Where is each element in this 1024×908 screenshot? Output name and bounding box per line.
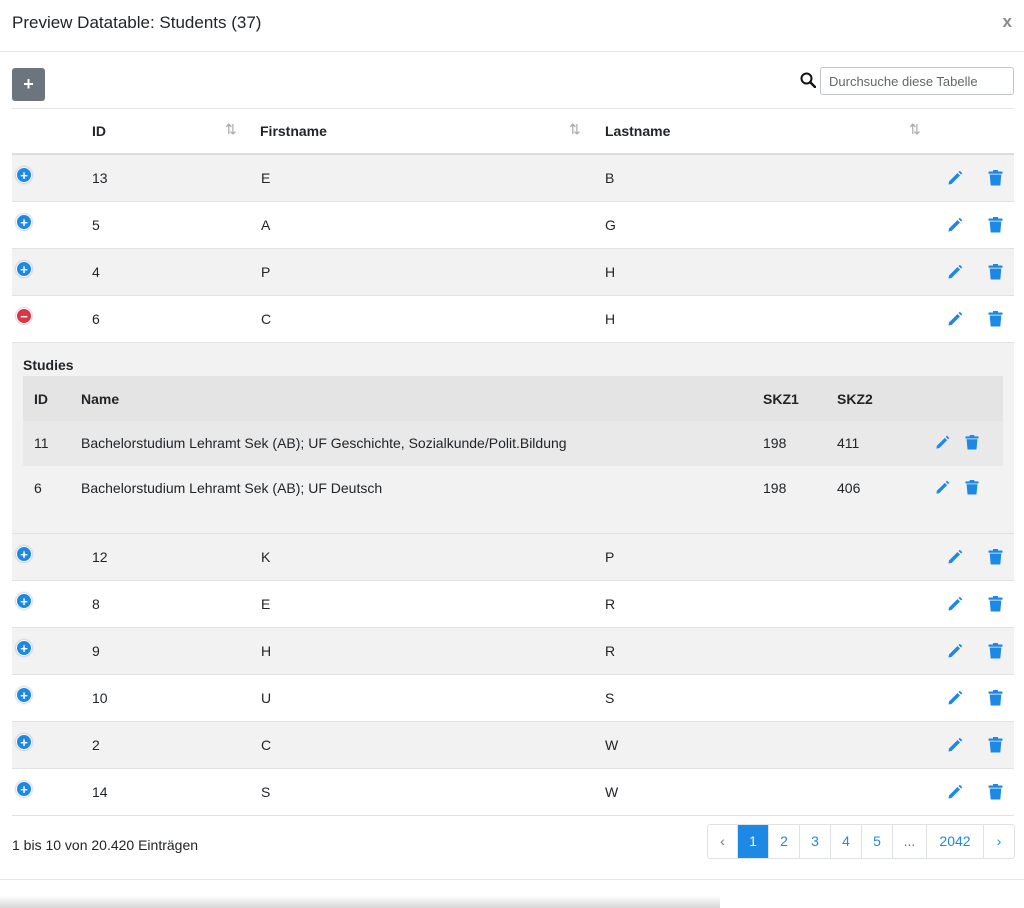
cell-id: 2 xyxy=(92,737,100,753)
cell-firstname: C xyxy=(261,737,272,753)
cell-id: 9 xyxy=(92,643,100,659)
cell-skz2: 406 xyxy=(837,480,861,496)
edit-icon[interactable] xyxy=(947,264,963,280)
child-table-title: Studies xyxy=(23,357,74,373)
page-5-button[interactable]: 5 xyxy=(862,825,893,858)
cell-firstname: E xyxy=(261,596,271,612)
edit-icon[interactable] xyxy=(947,596,963,612)
column-header-name: Name xyxy=(81,391,120,407)
child-row-details xyxy=(12,343,1014,534)
delete-icon[interactable] xyxy=(988,549,1003,565)
expand-row-icon[interactable]: + xyxy=(16,734,32,750)
cell-id: 13 xyxy=(92,170,108,186)
cell-name: Bachelorstudium Lehramt Sek (AB); UF Geschichte, Sozialkunde/Polit.Bildung xyxy=(81,435,567,451)
page-3-button[interactable]: 3 xyxy=(800,825,831,858)
cell-lastname: B xyxy=(605,170,615,186)
table-row xyxy=(12,581,1014,628)
sort-icon[interactable]: ⇅ xyxy=(569,121,581,137)
cell-id: 12 xyxy=(92,549,108,565)
students-table xyxy=(12,108,1014,816)
expand-row-icon[interactable]: + xyxy=(16,593,32,609)
cell-lastname: H xyxy=(605,311,616,327)
table-row xyxy=(12,722,1014,769)
cell-lastname: R xyxy=(605,596,616,612)
table-row xyxy=(12,769,1014,816)
expand-row-icon[interactable]: + xyxy=(16,261,32,277)
cell-lastname: W xyxy=(605,737,619,753)
modal-title: Preview Datatable: Students (37) xyxy=(12,13,262,32)
delete-icon[interactable] xyxy=(988,690,1003,706)
sort-icon[interactable]: ⇅ xyxy=(909,121,921,137)
column-header-skz1: SKZ1 xyxy=(763,391,799,407)
page-ellipsis: ... xyxy=(893,825,927,858)
table-body xyxy=(12,155,1014,816)
cell-skz1: 198 xyxy=(763,480,787,496)
table-header xyxy=(12,108,1014,155)
column-header-id[interactable]: ID xyxy=(92,123,106,139)
expand-row-icon[interactable]: + xyxy=(16,546,32,562)
cell-skz1: 198 xyxy=(763,435,787,451)
table-row xyxy=(12,675,1014,722)
cell-id: 10 xyxy=(92,690,108,706)
cell-lastname: R xyxy=(605,643,616,659)
modal-footer-divider xyxy=(0,879,1024,880)
next-page-button[interactable]: › xyxy=(996,833,1002,849)
table-row xyxy=(12,202,1014,249)
edit-icon[interactable] xyxy=(947,643,963,659)
delete-icon[interactable] xyxy=(988,737,1003,753)
edit-icon[interactable] xyxy=(947,170,963,186)
cell-firstname: E xyxy=(261,170,271,186)
cell-id: 8 xyxy=(92,596,100,612)
delete-icon[interactable] xyxy=(965,480,979,495)
expand-row-icon[interactable]: + xyxy=(16,781,32,797)
delete-icon[interactable] xyxy=(965,435,979,450)
edit-icon[interactable] xyxy=(947,784,963,800)
cell-firstname: U xyxy=(261,690,272,706)
expand-row-icon[interactable]: + xyxy=(16,640,32,656)
edit-icon[interactable] xyxy=(947,737,963,753)
expand-row-icon[interactable]: + xyxy=(16,214,32,230)
column-header-id: ID xyxy=(34,391,48,407)
sort-icon[interactable]: ⇅ xyxy=(225,121,237,137)
table-row xyxy=(12,296,1014,343)
studies-row xyxy=(23,421,1003,466)
studies-table-header xyxy=(23,376,1003,421)
cell-id: 6 xyxy=(92,311,100,327)
edit-icon[interactable] xyxy=(947,549,963,565)
cell-firstname: K xyxy=(261,549,271,565)
cell-lastname: S xyxy=(605,690,615,706)
delete-icon[interactable] xyxy=(988,264,1003,280)
page-2042-button[interactable]: 2042 xyxy=(927,825,984,858)
cell-id: 6 xyxy=(34,480,42,496)
table-row xyxy=(12,534,1014,581)
cell-name: Bachelorstudium Lehramt Sek (AB); UF Deutsch xyxy=(81,480,383,496)
cell-skz2: 411 xyxy=(837,435,860,451)
cell-lastname: W xyxy=(605,784,619,800)
edit-icon[interactable] xyxy=(935,480,950,495)
table-row xyxy=(12,249,1014,296)
delete-icon[interactable] xyxy=(988,311,1003,327)
studies-table xyxy=(23,376,1003,511)
expand-row-icon[interactable]: + xyxy=(16,167,32,183)
pagination xyxy=(707,824,1015,859)
expand-row-icon[interactable]: + xyxy=(16,687,32,703)
table-row xyxy=(12,155,1014,202)
table-row xyxy=(12,628,1014,675)
delete-icon[interactable] xyxy=(988,170,1003,186)
edit-icon[interactable] xyxy=(947,311,963,327)
close-button[interactable]: x xyxy=(1002,12,1012,31)
delete-icon[interactable] xyxy=(988,643,1003,659)
edit-icon[interactable] xyxy=(935,435,950,450)
page-4-button[interactable]: 4 xyxy=(831,825,862,858)
cell-lastname: G xyxy=(605,217,616,233)
cell-firstname: A xyxy=(261,217,271,233)
search-input[interactable] xyxy=(820,67,1014,95)
delete-icon[interactable] xyxy=(988,784,1003,800)
page-1-button[interactable]: 1 xyxy=(738,825,769,858)
collapse-row-icon[interactable]: − xyxy=(16,308,32,324)
cell-firstname: C xyxy=(261,311,272,327)
column-header-lastname[interactable]: Lastname xyxy=(605,123,671,139)
cell-id: 5 xyxy=(92,217,100,233)
edit-icon[interactable] xyxy=(947,690,963,706)
column-header-skz2: SKZ2 xyxy=(837,391,873,407)
previous-page-button[interactable]: ‹ xyxy=(708,825,738,858)
column-header-firstname[interactable]: Firstname xyxy=(260,123,327,139)
cell-lastname: H xyxy=(605,264,616,280)
modal-header xyxy=(0,0,1024,52)
cell-id: 4 xyxy=(92,264,100,280)
cell-firstname: P xyxy=(261,264,271,280)
cell-id: 14 xyxy=(92,784,108,800)
add-row-button[interactable]: + xyxy=(12,68,45,101)
studies-row xyxy=(23,466,1003,511)
page-2-button[interactable]: 2 xyxy=(769,825,800,858)
cell-firstname: H xyxy=(261,643,272,659)
bottom-shadow xyxy=(0,896,720,908)
search-icon xyxy=(800,72,816,88)
delete-icon[interactable] xyxy=(988,217,1003,233)
cell-firstname: S xyxy=(261,784,271,800)
cell-id: 11 xyxy=(34,435,49,451)
cell-lastname: P xyxy=(605,549,615,565)
delete-icon[interactable] xyxy=(988,596,1003,612)
table-info: 1 bis 10 von 20.420 Einträgen xyxy=(12,837,199,853)
edit-icon[interactable] xyxy=(947,217,963,233)
